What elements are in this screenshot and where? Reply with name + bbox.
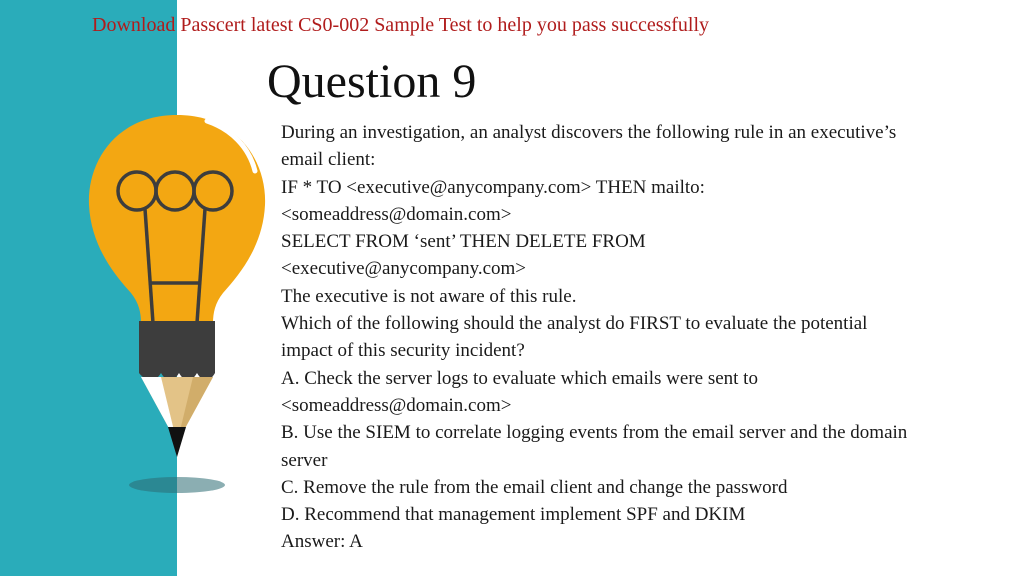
- promo-banner: Download Passcert latest CS0-002 Sample Test to help you pass successfully: [92, 14, 710, 36]
- option-a: A. Check the server logs to evaluate which emails were sent to: [281, 367, 758, 389]
- rule-line: <executive@anycompany.com>: [281, 258, 527, 280]
- question-line: email client:: [281, 149, 376, 171]
- option-c: C. Remove the rule from the email client and change the password: [281, 476, 788, 498]
- rule-line: <someaddress@domain.com>: [281, 203, 512, 225]
- answer: Answer: A: [281, 531, 363, 553]
- rule-line: SELECT FROM ‘sent’ THEN DELETE FROM: [281, 231, 646, 253]
- option-a: <someaddress@domain.com>: [281, 394, 512, 416]
- question-prompt: impact of this security incident?: [281, 340, 525, 362]
- question-body: [281, 119, 1016, 556]
- lightbulb-pencil-icon: [85, 105, 290, 505]
- question-line: During an investigation, an analyst discovers the following rule in an executive’s: [281, 122, 897, 143]
- question-prompt: Which of the following should the analyst do FIRST to evaluate the potential: [281, 313, 868, 335]
- option-b: B. Use the SIEM to correlate logging events from the email server and the domain: [281, 422, 908, 444]
- question-title: Question 9: [267, 55, 477, 108]
- rule-line: IF * TO <executive@anycompany.com> THEN mailto:: [281, 176, 705, 198]
- option-d: D. Recommend that management implement SPF and DKIM: [281, 504, 746, 526]
- question-line: The executive is not aware of this rule.: [281, 285, 577, 307]
- option-b: server: [281, 449, 328, 471]
